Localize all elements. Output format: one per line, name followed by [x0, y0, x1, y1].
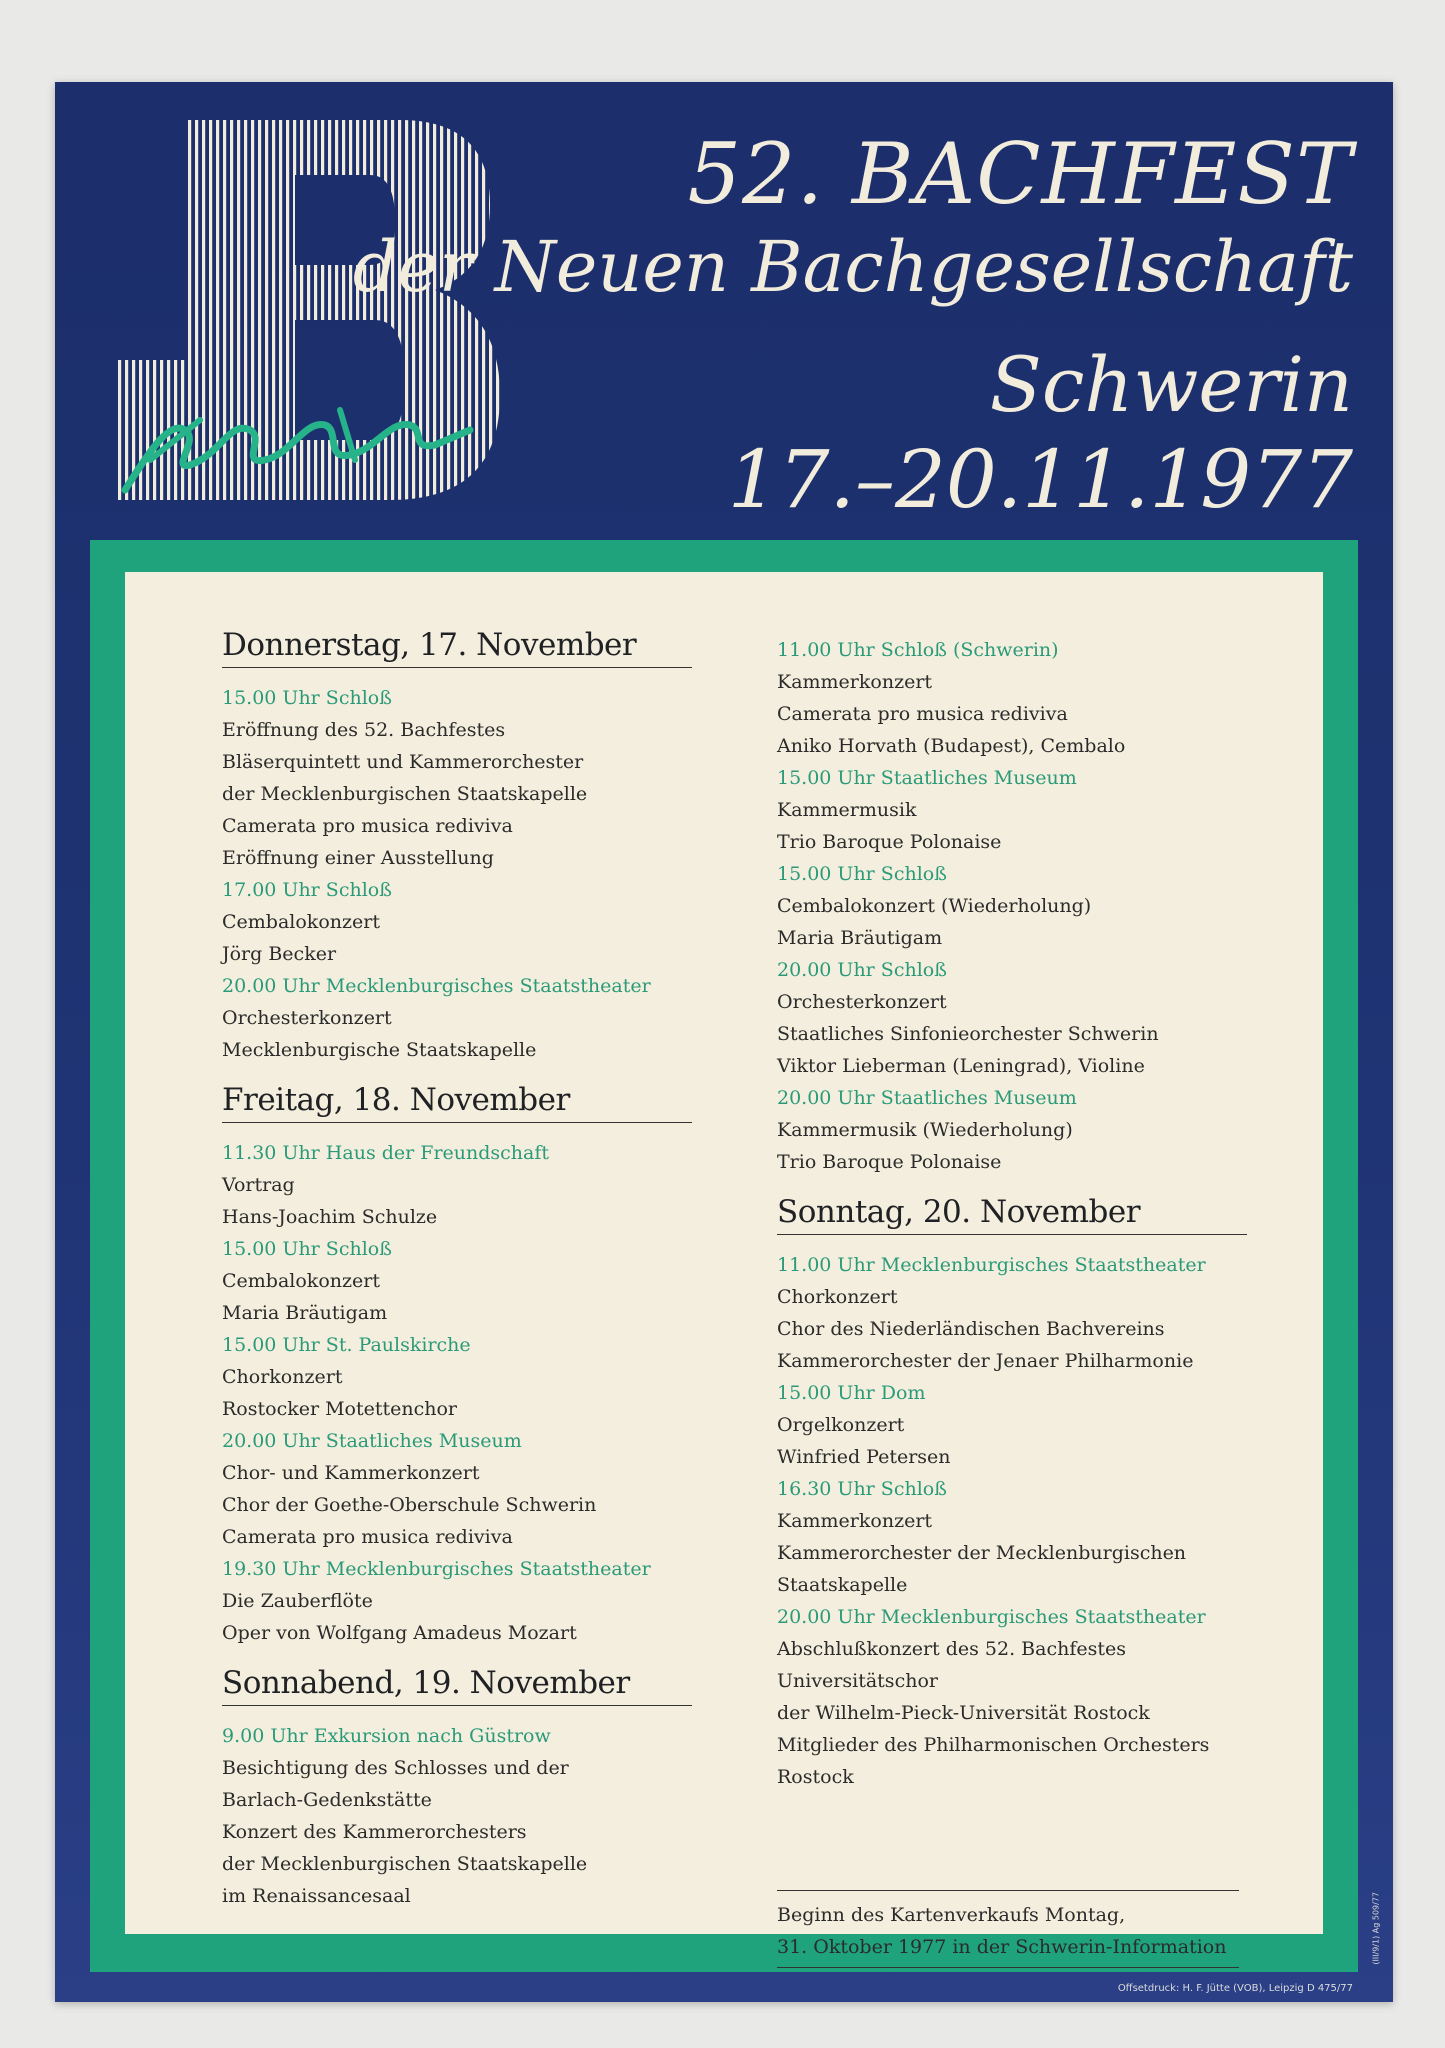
ticket-note-line: 31. Oktober 1977 in der Schwerin-Information	[777, 1936, 1227, 1958]
event-time-venue: 15.00 Uhr Schloß	[222, 687, 392, 709]
event-detail-line: der Wilhelm-Pieck-Universität Rostock	[777, 1702, 1150, 1724]
event-detail-line: Die Zauberflöte	[222, 1590, 373, 1612]
event-detail-line: Eröffnung des 52. Bachfestes	[222, 719, 506, 741]
event-time-venue: 11.00 Uhr Mecklenburgisches Staatstheater	[777, 1254, 1206, 1276]
day-heading: Freitag, 18. November	[222, 1082, 692, 1123]
event-detail-line: Staatskapelle	[777, 1574, 908, 1596]
day-heading: Donnerstag, 17. November	[222, 627, 692, 668]
event-detail-line: Mitglieder des Philharmonischen Orchesters	[777, 1734, 1210, 1756]
event-detail-line: Chorkonzert	[777, 1286, 898, 1308]
event-time-venue: 15.00 Uhr Staatliches Museum	[777, 767, 1077, 789]
event-detail-line: Barlach-Gedenkstätte	[222, 1789, 432, 1811]
event-detail-line: Aniko Horvath (Budapest), Cembalo	[777, 735, 1126, 757]
print-code: (III/9/1) Ag 509/77	[1372, 1892, 1381, 1965]
event-detail-line: Hans-Joachim Schulze	[222, 1206, 438, 1228]
event-time-venue: 15.00 Uhr Schloß	[777, 863, 947, 885]
event-detail-line: Kammerkonzert	[777, 1510, 933, 1532]
event-detail-line: Chorkonzert	[222, 1366, 343, 1388]
event-detail-line: Viktor Lieberman (Leningrad), Violine	[777, 1055, 1145, 1077]
event-time-venue: 20.00 Uhr Staatliches Museum	[222, 1430, 522, 1452]
event-detail-line: Orchesterkonzert	[222, 1007, 392, 1029]
event-time-venue: 20.00 Uhr Schloß	[777, 959, 947, 981]
event-detail-line: Trio Baroque Polonaise	[777, 831, 1002, 853]
event-detail-line: Kammermusik (Wiederholung)	[777, 1119, 1073, 1141]
event-detail-line: Cembalokonzert	[222, 1270, 380, 1292]
event-detail-line: Cembalokonzert	[222, 911, 380, 933]
event-detail-line: der Mecklenburgischen Staatskapelle	[222, 1853, 588, 1875]
event-detail-line: Besichtigung des Schlosses und der	[222, 1757, 569, 1779]
event-time-venue: 17.00 Uhr Schloß	[222, 879, 392, 901]
event-time-venue: 15.00 Uhr Dom	[777, 1382, 926, 1404]
event-detail-line: Staatliches Sinfonieorchester Schwerin	[777, 1023, 1159, 1045]
title-dates: 17.–20.11.1977	[727, 433, 1353, 526]
event-time-venue: 20.00 Uhr Mecklenburgisches Staatstheater	[222, 975, 651, 997]
event-detail-line: Maria Bräutigam	[222, 1302, 388, 1324]
event-detail-line: Chor des Niederländischen Bachvereins	[777, 1318, 1165, 1340]
event-time-venue: 15.00 Uhr Schloß	[222, 1238, 392, 1260]
event-detail-line: Konzert des Kammerorchesters	[222, 1821, 527, 1843]
event-time-venue: 16.30 Uhr Schloß	[777, 1478, 947, 1500]
event-detail-line: Camerata pro musica rediviva	[777, 703, 1068, 725]
event-detail-line: Trio Baroque Polonaise	[777, 1151, 1002, 1173]
event-detail-line: Kammerkonzert	[777, 671, 933, 693]
event-time-venue: 19.30 Uhr Mecklenburgisches Staatstheater	[222, 1558, 651, 1580]
event-detail-line: Rostock	[777, 1766, 854, 1788]
program-column-right	[777, 634, 1247, 1793]
title-line-2: der Neuen Bachgesellschaft	[352, 226, 1353, 308]
event-detail-line: Orchesterkonzert	[777, 991, 947, 1013]
bachfest-monogram-icon	[90, 120, 510, 500]
event-detail-line: Kammermusik	[777, 799, 917, 821]
event-time-venue: 20.00 Uhr Staatliches Museum	[777, 1087, 1077, 1109]
print-credit: Offsetdruck: H. F. Jütte (VOB), Leipzig D 475/77	[1117, 1983, 1353, 1994]
event-detail-line: Vortrag	[222, 1174, 295, 1196]
event-detail-line: im Renaissancesaal	[222, 1885, 411, 1907]
event-time-venue: 11.00 Uhr Schloß (Schwerin)	[777, 639, 1059, 661]
event-detail-line: Winfried Petersen	[777, 1446, 951, 1468]
event-time-venue: 9.00 Uhr Exkursion nach Güstrow	[222, 1725, 551, 1747]
event-detail-line: Chor der Goethe-Oberschule Schwerin	[222, 1494, 597, 1516]
event-detail-line: Mecklenburgische Staatskapelle	[222, 1039, 537, 1061]
day-heading: Sonnabend, 19. November	[222, 1665, 692, 1706]
event-detail-line: Eröffnung einer Ausstellung	[222, 847, 494, 869]
title-line-1: 52. BACHFEST	[687, 125, 1353, 223]
event-detail-line: Abschlußkonzert des 52. Bachfestes	[777, 1638, 1126, 1660]
event-detail-line: Kammerorchester der Jenaer Philharmonie	[777, 1350, 1194, 1372]
event-detail-line: Maria Bräutigam	[777, 927, 943, 949]
program-sheet	[125, 572, 1323, 1958]
event-detail-line: Kammerorchester der Mecklenburgischen	[777, 1542, 1187, 1564]
poster	[55, 82, 1393, 2002]
ticket-note-line: Beginn des Kartenverkaufs Montag,	[777, 1904, 1126, 1926]
day-heading: Sonntag, 20. November	[777, 1194, 1247, 1235]
ticket-sale-note	[777, 1890, 1239, 1968]
event-time-venue: 15.00 Uhr St. Paulskirche	[222, 1334, 471, 1356]
event-detail-line: Jörg Becker	[222, 943, 337, 965]
event-detail-line: Universitätschor	[777, 1670, 938, 1692]
program-column-left	[222, 627, 692, 1912]
event-detail-line: Oper von Wolfgang Amadeus Mozart	[222, 1622, 577, 1644]
event-detail-line: Camerata pro musica rediviva	[222, 815, 513, 837]
event-detail-line: Orgelkonzert	[777, 1414, 905, 1436]
event-detail-line: Chor- und Kammerkonzert	[222, 1462, 480, 1484]
event-detail-line: Rostocker Motettenchor	[222, 1398, 458, 1420]
event-detail-line: Bläserquintett und Kammerorchester	[222, 751, 584, 773]
event-detail-line: der Mecklenburgischen Staatskapelle	[222, 783, 588, 805]
event-detail-line: Camerata pro musica rediviva	[222, 1526, 513, 1548]
green-frame	[90, 540, 1358, 1972]
event-time-venue: 11.30 Uhr Haus der Freundschaft	[222, 1142, 550, 1164]
event-time-venue: 20.00 Uhr Mecklenburgisches Staatstheater	[777, 1606, 1206, 1628]
event-detail-line: Cembalokonzert (Wiederholung)	[777, 895, 1092, 917]
title-city: Schwerin	[989, 340, 1353, 429]
